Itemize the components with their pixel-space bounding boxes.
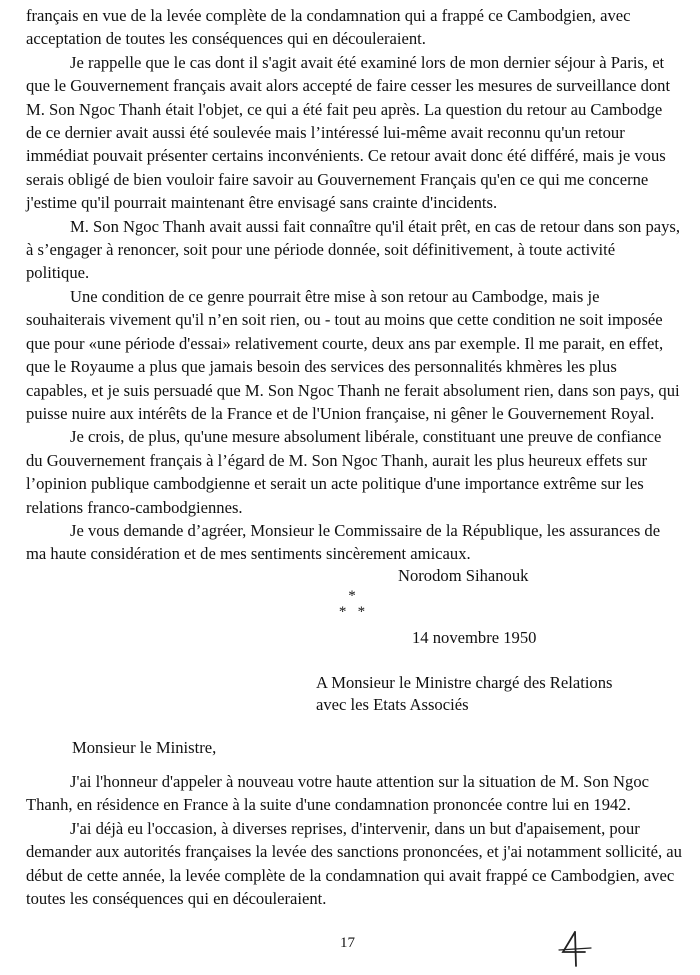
addressee xyxy=(316,672,686,716)
separator-stars-bottom: * * xyxy=(338,604,366,620)
paragraph: Je rappelle que le cas dont il s'agit avait été examiné lors de mon dernier séjour à Paris, et que le Gouvernement français avait alors accepté de faire cesser les mesures de surveillance dont M. Son Ngoc Thanh était l'objet, ce qui a été fait peu après. La question du retour au Cambodge de ce dernier avait aussi été soulevée mais l’intéressé lui-même avait reconnu qu'un retour immédiat pouvait présenter certains inconvénients. Ce retour avait donc été différé, mais je vous serais obligé de bien vouloir faire savoir au Gouvernement Français qu'en ce qui me concerne j'estime qu'il pourrait maintenant être envisagé sans crainte d'incidents. xyxy=(26,52,671,213)
salutation: Monsieur le Ministre, xyxy=(72,738,217,757)
paragraph: J'ai déjà eu l'occasion, à diverses reprises, d'intervenir, dans un but d'apaisement, pour demander aux autorités françaises la levée des sanctions prononcées, et j'ai notamment sollicité, au début de cette année, la levée complète de la condamnation qui avait frappé ce Cambodgien, avec toutes les conséquences qui en découleraient. xyxy=(26,818,682,909)
section-separator xyxy=(332,588,372,620)
addressee-line: avec les Etats Associés xyxy=(316,695,469,714)
letter-body-first xyxy=(26,4,682,566)
paragraph: M. Son Ngoc Thanh avait aussi fait connaître qu'il était prêt, en cas de retour dans son pays, à s’engager à renoncer, soit pour une période donnée, soit définitivement, à toute activité politique. xyxy=(26,216,681,283)
addressee-line: A Monsieur le Ministre chargé des Relations xyxy=(316,673,613,692)
paragraph: Je crois, de plus, qu'une mesure absolument libérale, constituant une preuve de confiance du Gouvernement français à l’égard de M. Son Ngoc Thanh, aurait les plus heureux effets sur l’opinion publique cambodgienne et serait un acte politique d'une importance extrême sur les relations franco-cambodgiennes. xyxy=(26,427,662,517)
paragraph: Je vous demande d’agréer, Monsieur le Commissaire de la République, les assurances de ma haute considération et de mes sentiments sincèrement amicaux. xyxy=(26,520,661,564)
handwritten-number-mark xyxy=(555,928,595,968)
letter-body-second xyxy=(26,770,682,910)
paragraph: Une condition de ce genre pourrait être mise à son retour au Cambodge, mais je souhaiterais vivement qu'il n’en soit rien, ou - tout au moins que cette condition ne soit imposée que pour «une période d'essai» relativement courte, deux ans par exemple. Il me parait, en effet, que le Royaume a plus que jamais besoin des services des personnalités khmères les plus capables, et je suis persuadé que M. Son Ngoc Thanh ne ferait absolument rien, dans son pays, qui puisse nuire aux intérêts de la France et de l'Union française, ni gêner le Gouvernement Royal. xyxy=(26,286,680,423)
paragraph: J'ai l'honneur d'appeler à nouveau votre haute attention sur la situation de M. Son Ngoc Thanh, en résidence en France à la suite d'une condamnation prononcée contre lui en 1942. xyxy=(26,772,649,815)
signature: Norodom Sihanouk xyxy=(398,566,529,585)
letter-date: 14 novembre 1950 xyxy=(412,628,537,647)
page-number: 17 xyxy=(340,935,355,951)
paragraph: français en vue de la levée complète de la condamnation qui a frappé ce Cambodgien, avec acceptation de toutes les conséquences qui en découleraient. xyxy=(26,6,631,49)
separator-star-top: * xyxy=(348,588,356,604)
